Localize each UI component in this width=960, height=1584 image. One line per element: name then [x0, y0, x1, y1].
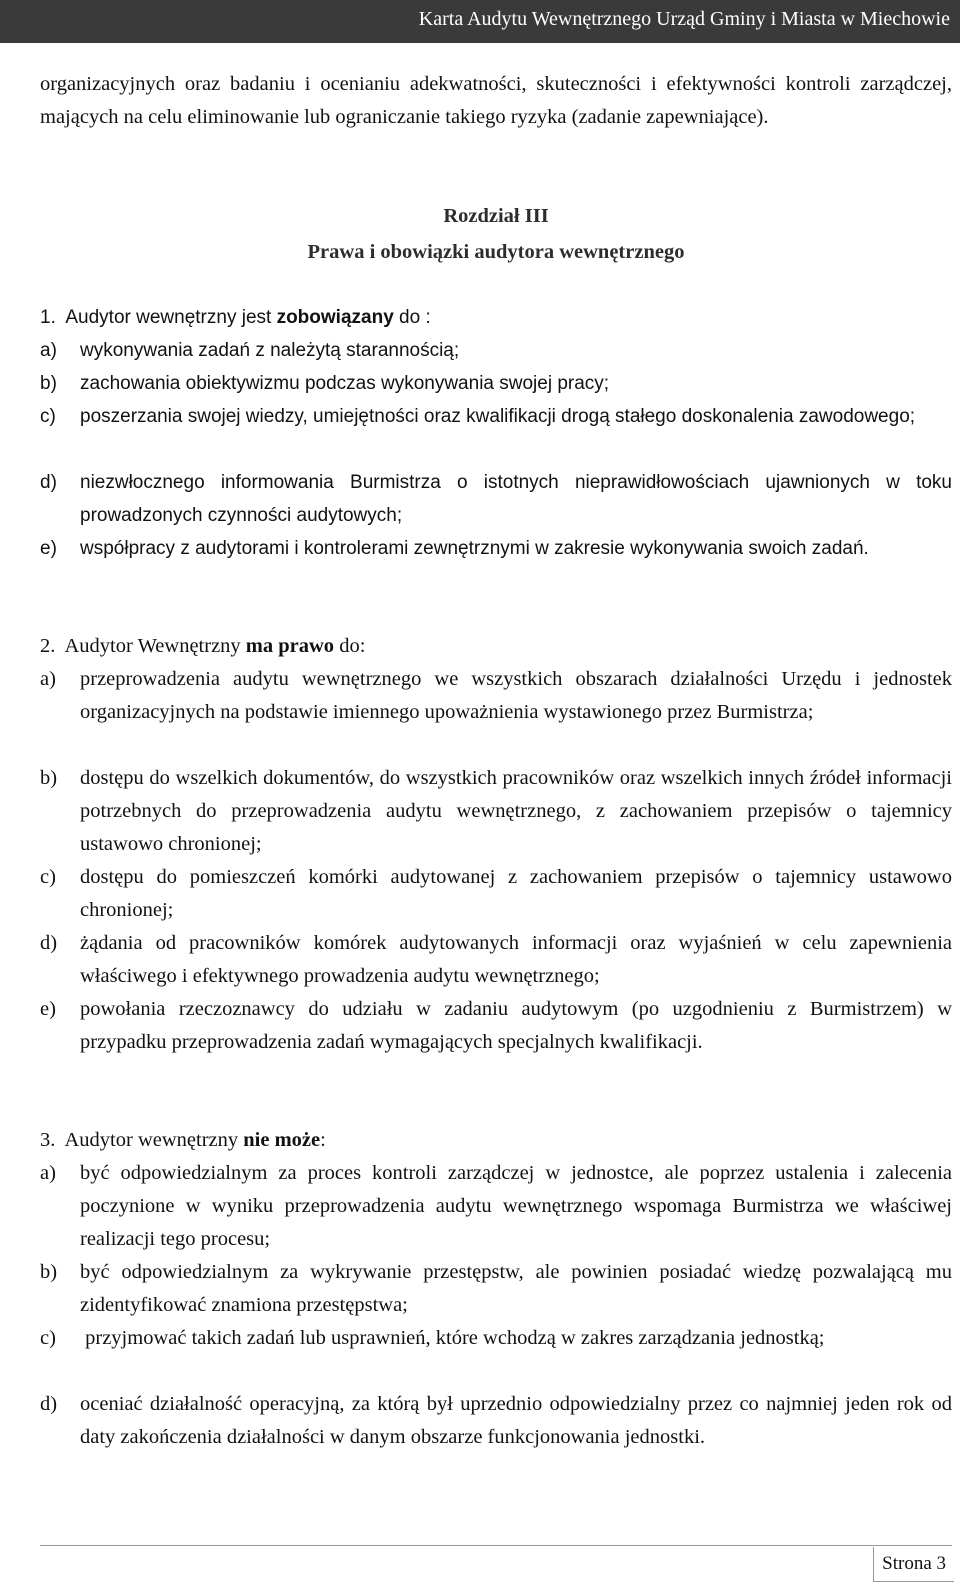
- section-2-text-bold: ma prawo: [245, 635, 335, 657]
- section-2-item-b: [40, 762, 952, 861]
- section-3-item-d: [40, 1388, 952, 1454]
- section-3-text-post: :: [320, 1129, 326, 1151]
- section-1-item-b: [40, 367, 952, 400]
- section-3-item-b: [40, 1256, 952, 1322]
- list-item-label: c): [40, 866, 56, 888]
- chapter-number: Rozdział III: [443, 205, 549, 227]
- section-3-heading: [40, 1124, 952, 1157]
- section-2-item-d: [40, 927, 952, 993]
- list-item-text: przeprowadzenia audytu wewnętrznego we wszystkich obszarach działalności Urzędu i jednostek organizacyjnych na podstawie imiennego upoważnienia wystawionego przez Burmistrza;: [80, 668, 952, 723]
- list-item-label: d): [40, 1393, 58, 1415]
- list-item-label: a): [40, 668, 56, 690]
- list-item-text: oceniać działalność operacyjną, za którą był uprzednio odpowiedzialny przez co najmniej jeden rok od daty zakończenia działalności w danym obszarze funkcjonowania jednostki.: [80, 1393, 952, 1448]
- section-2-item-a: [40, 663, 952, 729]
- list-item-text: niezwłocznego informowania Burmistrza o istotnych nieprawidłowościach ujawnionych w toku prowadzonych czynności audytowych;: [80, 472, 952, 526]
- section-3-item-a: [40, 1157, 952, 1256]
- section-1-number: 1.: [40, 307, 56, 328]
- list-item-text: powołania rzeczoznawcy do udziału w zadaniu audytowym (po uzgodnieniu z Burmistrzem) w przypadku przeprowadzenia zadań wymagających specjalnych kwalifikacji.: [80, 998, 952, 1053]
- list-item-label: c): [40, 1327, 56, 1349]
- intro-paragraph: organizacyjnych oraz badaniu i ocenianiu adekwatności, skuteczności i efektywności kontroli zarządczej, mających na celu eliminowanie lub ograniczanie takiego ryzyka (zadanie zapewniające).: [40, 73, 952, 128]
- section-3-text-pre: Audytor wewnętrzny: [64, 1129, 244, 1151]
- list-item-label: b): [40, 767, 58, 789]
- section-2-number: 2.: [40, 635, 56, 657]
- list-item-text: dostępu do wszelkich dokumentów, do wszystkich pracowników oraz wszelkich innych źródeł informacji potrzebnych do przeprowadzenia audytu wewnętrznego, z zachowaniem przepisów o tajemnicy ustawowo chronionej;: [80, 767, 952, 855]
- list-item-label: b): [40, 373, 57, 394]
- section-1-item-e: [40, 532, 952, 565]
- section-2-heading: [40, 630, 952, 663]
- section-1-text-post: do :: [393, 307, 431, 328]
- section-1-heading: [40, 301, 952, 334]
- list-item-text: wykonywania zadań z należytą starannością;: [80, 340, 460, 361]
- section-1-text-pre: Audytor wewnętrzny jest: [65, 307, 277, 328]
- document-header: [0, 0, 960, 43]
- list-item-text: współpracy z audytorami i kontrolerami zewnętrznymi w zakresie wykonywania swoich zadań.: [80, 538, 869, 559]
- list-item-label: a): [40, 340, 57, 361]
- list-item-text: dostępu do pomieszczeń komórki audytowanej z zachowaniem przepisów o tajemnicy ustawowo chronionej;: [80, 866, 952, 921]
- list-item-label: d): [40, 932, 58, 954]
- list-item-text: być odpowiedzialnym za wykrywanie przestępstw, ale powinien posiadać wiedzę pozwalającą mu zidentyfikować znamiona przestępstwa;: [80, 1261, 952, 1316]
- list-item-label: b): [40, 1261, 58, 1283]
- section-1-item-c: [40, 400, 952, 433]
- list-item-text: żądania od pracowników komórek audytowanych informacji oraz wyjaśnień w celu zapewnienia właściwego i efektywnego prowadzenia audytu wewnętrznego;: [80, 932, 952, 987]
- list-item-text: poszerzania swojej wiedzy, umiejętności oraz kwalifikacji drogą stałego doskonalenia zawodowego;: [80, 406, 916, 427]
- list-item-text: zachowania obiektywizmu podczas wykonywania swojej pracy;: [80, 373, 610, 394]
- section-3-text-bold: nie może: [243, 1129, 321, 1151]
- list-item-text: przyjmować takich zadań lub usprawnień, które wchodzą w zakres zarządzania jednostką;: [80, 1327, 825, 1349]
- section-2-text-post: do:: [334, 635, 366, 657]
- list-item-label: d): [40, 472, 57, 493]
- section-2-item-e: [40, 993, 952, 1059]
- page-number: Strona 3: [873, 1547, 954, 1582]
- section-3-number: 3.: [40, 1129, 56, 1151]
- chapter-title: Prawa i obowiązki audytora wewnętrznego: [307, 241, 685, 263]
- list-item-label: a): [40, 1162, 56, 1184]
- section-3-item-c: [40, 1322, 952, 1355]
- section-2-text-pre: Audytor Wewnętrzny: [64, 635, 246, 657]
- list-item-label: e): [40, 538, 57, 559]
- list-item-label: e): [40, 998, 56, 1020]
- list-item-label: c): [40, 406, 56, 427]
- list-item-text: być odpowiedzialnym za proces kontroli zarządczej w jednostce, ale poprzez ustalenia i zalecenia poczynione w wyniku przeprowadzenia audytu wewnętrznego wspomaga Burmistrza we właściwej realizacji tego procesu;: [80, 1162, 952, 1250]
- section-1-item-d: [40, 466, 952, 532]
- document-header-title: Karta Audytu Wewnętrznego Urząd Gminy i Miasta w Miechowie: [418, 8, 950, 30]
- section-1-item-a: [40, 334, 952, 367]
- section-2-item-c: [40, 861, 952, 927]
- section-1-text-bold: zobowiązany: [276, 307, 394, 328]
- footer-divider: [40, 1545, 952, 1546]
